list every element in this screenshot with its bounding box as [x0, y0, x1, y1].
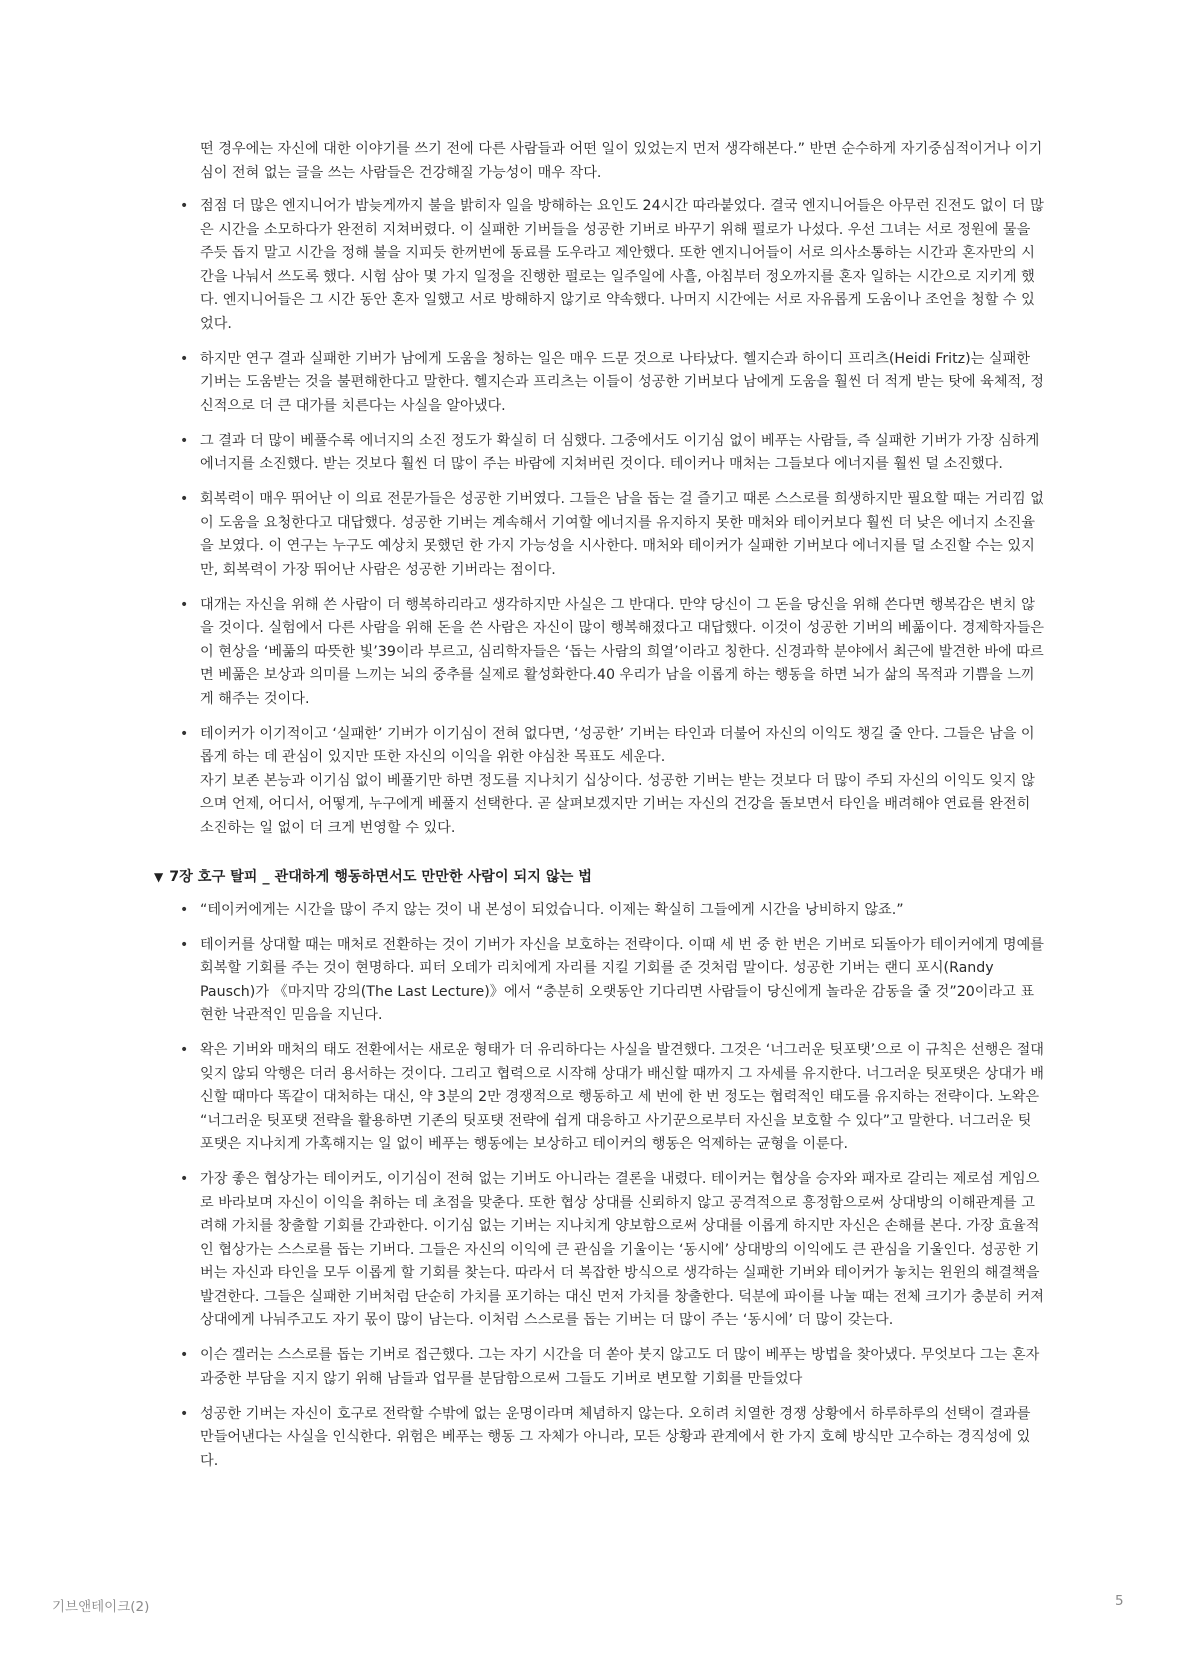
list-item: [200, 723, 1045, 841]
list-item: • 이슨 겔러는 스스로를 돕는 기버로 접근했다. 그는 자기 시간을 더 쏟아 붓지 않고도 더 많이 베푸는 방법을 찾아냈다. 무엇보다 그는 혼자 과중한 부담을 지지 않기 위해 남들과 업무를 분담함으로써 그들도 기버로 변모할 기회를 만들었다: [200, 1344, 1045, 1391]
page-content: [154, 138, 1045, 1485]
list-item: • 가장 좋은 협상가는 테이커도, 이기심이 전혀 없는 기버도 아니라는 결론을 내렸다. 테이커는 협상을 승자와 패자로 갈리는 제로섬 게임으로 바라보며 자신이 이익을 취하는 데 초점을 맞춘다. 또한 협상 상대를 신뢰하지 않고 공격적으로 흥정함으로써 상대방의 이해관계를 고려해 가치를 창출할 기회를 간과한다. 이기심 없는 기버는 지나치게 양보함으로써 상대를 이롭게 하지만 자신은 손해를 본다. 가장 효율적인 협상가는 스스로를 돕는 기버다. 그들은 자신의 이익에 큰 관심을 기울이는 ‘동시에’ 상대방의 이익에도 큰 관심을 기울인다. 성공한 기버는 자신과 타인을 모두 이롭게 할 기회를 찾는다. 따라서 더 복잡한 방식으로 생각하는 실패한 기버와 테이커가 놓치는 윈윈의 해결책을 발견한다. 그들은 실패한 기버처럼 단순히 가치를 포기하는 대신 먼저 가치를 창출한다. 덕분에 파이를 나눌 때는 전체 크기가 충분히 커져 상대에게 나눠주고도 자기 몫이 많이 남는다. 이처럼 스스로를 돕는 기버는 더 많이 주는 ‘동시에’ 더 많이 갖는다.: [200, 1168, 1045, 1333]
chapter-title: 7장 호구 탈피 _ 관대하게 행동하면서도 만만한 사람이 되지 않는 법: [169, 869, 592, 885]
list-item-text: 테이커가 이기적이고 ‘실패한’ 기버가 이기심이 전혀 없다면, ‘성공한’ 기버는 타인과 더불어 자신의 이익도 챙길 줄 안다. 그들은 남을 이롭게 하는 데 관심이 있지만 또한 자신의 이익을 위한 야심찬 목표도 세운다.: [200, 725, 1035, 765]
lead-paragraph: 떤 경우에는 자신에 대한 이야기를 쓰기 전에 다른 사람들과 어떤 일이 있었는지 먼저 생각해본다.” 반면 순수하게 자기중심적이거나 이기심이 전혀 없는 글을 쓰는 사람들은 건강해질 가능성이 매우 작다.: [200, 141, 1043, 181]
list-item: • 점점 더 많은 엔지니어가 밤늦게까지 불을 밝히자 일을 방해하는 요인도 24시간 따라붙었다. 결국 엔지니어들은 아무런 진전도 없이 더 많은 시간을 소모하다가 완전히 지쳐버렸다. 이 실패한 기버들을 성공한 기버로 바꾸기 위해 펄로가 나섰다. 우선 그녀는 서로 정원에 물을 주듯 돕지 말고 시간을 정해 불을 지피듯 한꺼번에 동료를 도우라고 제안했다. 또한 엔지니어들이 서로 의사소통하는 시간과 혼자만의 시간을 나눠서 쓰도록 했다. 시험 삼아 몇 가지 일정을 진행한 펄로는 일주일에 사흘, 아침부터 정오까지를 혼자 일하는 시간으로 지키게 했다. 엔지니어들은 그 시간 동안 혼자 일했고 서로 방해하지 않기로 약속했다. 나머지 시간에는 서로 자유롭게 도움이나 조언을 청할 수 있었다.: [200, 195, 1045, 336]
list-item: • “테이커에게는 시간을 많이 주지 않는 것이 내 본성이 되었습니다. 이제는 확실히 그들에게 시간을 낭비하지 않죠.”: [200, 899, 1045, 923]
chapter-toggle[interactable]: [154, 866, 1045, 890]
list-item: • 그 결과 더 많이 베풀수록 에너지의 소진 정도가 확실히 더 심했다. 그중에서도 이기심 없이 베푸는 사람들, 즉 실패한 기버가 가장 심하게 에너지를 소진했다. 받는 것보다 훨씬 더 많이 주는 바람에 지쳐버린 것이다. 테이커나 매처는 그들보다 에너지를 훨씬 덜 소진했다.: [200, 430, 1045, 477]
footer-document-title: 기브앤테이크(2): [52, 1599, 150, 1615]
list-item: • 하지만 연구 결과 실패한 기버가 남에게 도움을 청하는 일은 매우 드문 것으로 나타났다. 헬지슨과 하이디 프리츠(Heidi Fritz)는 실패한 기버는 도움받는 것을 불편해한다고 말한다. 헬지슨과 프리츠는 이들이 성공한 기버보다 남에게 도움을 훨씬 더 적게 받는 탓에 육체적, 정신적으로 더 큰 대가를 치른다는 사실을 알아냈다.: [200, 348, 1045, 419]
list-item: • 테이커를 상대할 때는 매처로 전환하는 것이 기버가 자신을 보호하는 전략이다. 이때 세 번 중 한 번은 기버로 되돌아가 테이커에게 명예를 회복할 기회를 주는 것이 현명하다. 피터 오데가 리치에게 자리를 지킬 기회를 준 것처럼 말이다. 성공한 기버는 랜디 포시(Randy Pausch)가 《마지막 강의(The Last Lecture)》에서 “충분히 오랫동안 기다리면 사람들이 당신에게 놀라운 감동을 줄 것”20이라고 표현한 낙관적인 믿음을 지닌다.: [200, 934, 1045, 1028]
list-item: • 회복력이 매우 뛰어난 이 의료 전문가들은 성공한 기버였다. 그들은 남을 돕는 걸 즐기고 때론 스스로를 희생하지만 필요할 때는 거리낌 없이 도움을 요청한다고 대답했다. 성공한 기버는 계속해서 기여할 에너지를 유지하지 못한 매처와 테이커보다 훨씬 더 낮은 에너지 소진율을 보였다. 이 연구는 누구도 예상치 못했던 한 가지 가능성을 시사한다. 매처와 테이커가 실패한 기버보다 에너지를 덜 소진할 수는 있지만, 회복력이 가장 뛰어난 사람은 성공한 기버라는 점이다.: [200, 488, 1045, 582]
footer-page-number: 5: [1115, 1593, 1124, 1609]
list-item: • 왁은 기버와 매처의 태도 전환에서는 새로운 형태가 더 유리하다는 사실을 발견했다. 그것은 ‘너그러운 팃포탯’으로 이 규칙은 선행은 절대 잊지 않되 악행은 더러 용서하는 것이다. 그리고 협력으로 시작해 상대가 배신할 때까지 그 자세를 유지한다. 너그러운 팃포탯은 상대가 배신할 때마다 똑같이 대처하는 대신, 약 3분의 2만 경쟁적으로 행동하고 세 번에 한 번 정도는 협력적인 태도를 유지하는 전략이다. 노왁은 “너그러운 팃포탯 전략을 활용하면 기존의 팃포탯 전략에 쉽게 대응하고 사기꾼으로부터 자신을 보호할 수 있다”고 말한다. 너그러운 팃포탯은 지나치게 가혹해지는 일 없이 베푸는 행동에는 보상하고 테이커의 행동은 억제하는 균형을 이룬다.: [200, 1039, 1045, 1157]
list-item-continuation: 자기 보존 본능과 이기심 없이 베풀기만 하면 정도를 지나치기 십상이다. 성공한 기버는 받는 것보다 더 많이 주되 자신의 이익도 잊지 않으며 언제, 어디서, 어떻게, 누구에게 베풀지 선택한다. 곧 살펴보겠지만 기버는 자신의 건강을 돌보면서 타인을 배려해야 연료를 완전히 소진하는 일 없이 더 크게 번영할 수 있다.: [200, 772, 1035, 836]
list-item: • 성공한 기버는 자신이 호구로 전락할 수밖에 없는 운명이라며 체념하지 않는다. 오히려 치열한 경쟁 상황에서 하루하루의 선택이 결과를 만들어낸다는 사실을 인식한다. 위험은 베푸는 행동 그 자체가 아니라, 모든 상황과 관계에서 한 가지 호혜 방식만 고수하는 경직성에 있다.: [200, 1403, 1045, 1474]
toggle-triangle-icon[interactable]: ▼: [154, 870, 164, 884]
list-item: • 대개는 자신을 위해 쓴 사람이 더 행복하리라고 생각하지만 사실은 그 반대다. 만약 당신이 그 돈을 당신을 위해 쓴다면 행복감은 변치 않을 것이다. 실험에서 다른 사람을 위해 돈을 쓴 사람은 자신이 많이 행복해졌다고 대답했다. 이것이 성공한 기버의 베풂이다. 경제학자들은 이 현상을 ‘베풂의 따뜻한 빛’39이라 부르고, 심리학자들은 ‘돕는 사람의 희열’이라고 칭한다. 신경과학 분야에서 최근에 발견한 바에 따르면 베풂은 보상과 의미를 느끼는 뇌의 중추를 실제로 활성화한다.40 우리가 남을 이롭게 하는 행동을 하면 뇌가 삶의 목적과 기쁨을 느끼게 해주는 것이다.: [200, 594, 1045, 712]
bullet-list-section1: [200, 195, 1045, 840]
bullet-list-section2: [200, 899, 1045, 1474]
